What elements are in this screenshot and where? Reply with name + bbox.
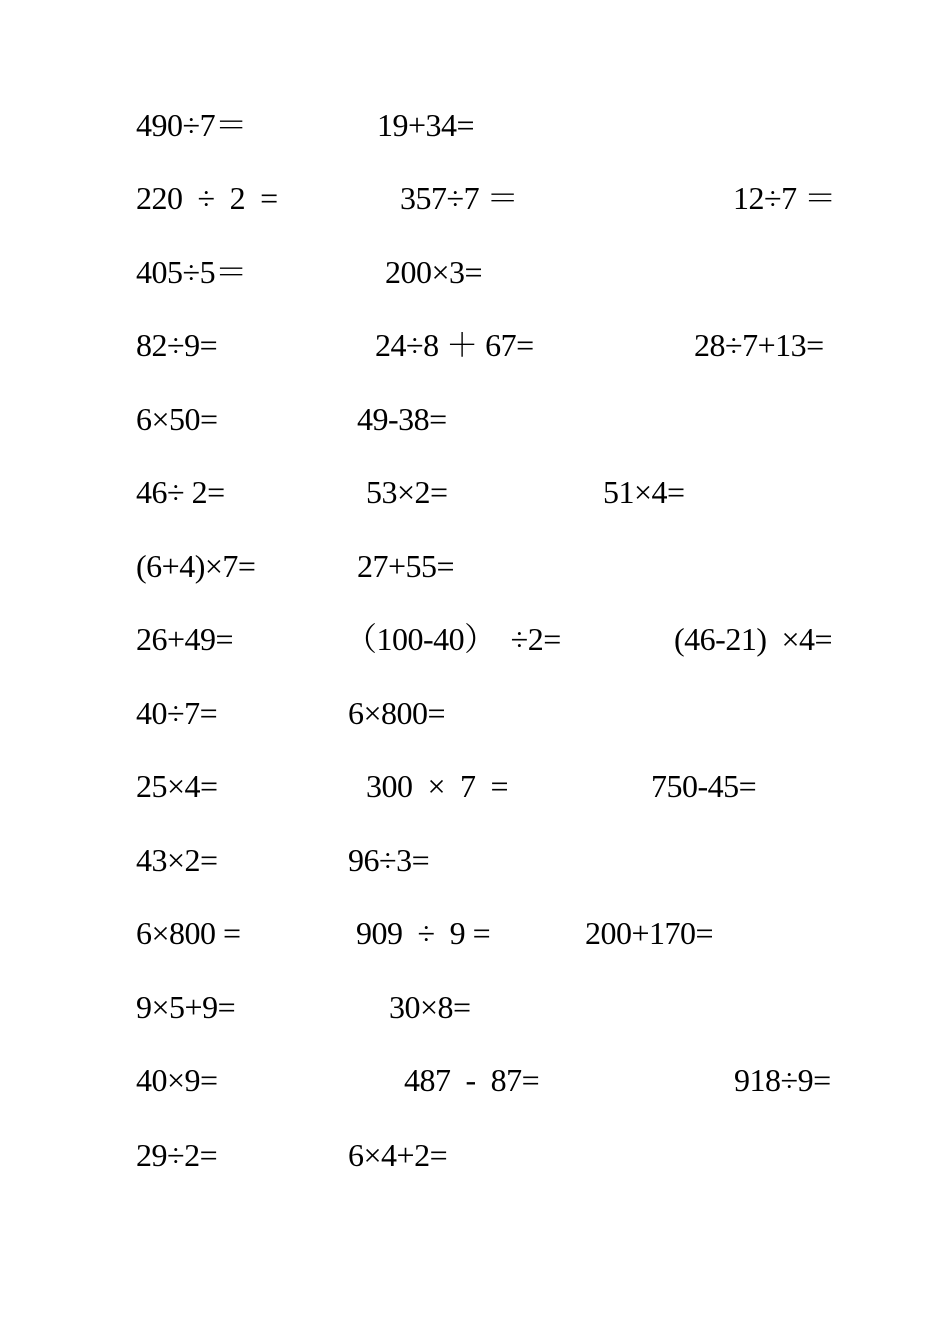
problem-10-1: 25×4= (136, 768, 218, 804)
problem-9-1: 40÷7= (136, 695, 218, 731)
problem-13-1: 9×5+9= (136, 989, 236, 1025)
problem-row-8 (0, 619, 950, 659)
problem-3-1: 405÷5＝ (136, 254, 247, 290)
problem-9-2: 6×800= (348, 695, 446, 731)
problem-row-12 (0, 913, 950, 953)
problem-6-3: 51×4= (603, 474, 685, 510)
problem-12-3: 200+170= (585, 915, 714, 951)
problem-4-3: 28÷7+13= (694, 327, 824, 363)
problem-row-9 (0, 693, 950, 733)
problem-row-10 (0, 766, 950, 806)
problem-2-2: 357÷7 ＝ (400, 180, 519, 216)
problem-row-15 (0, 1135, 950, 1175)
problem-10-3: 750-45= (651, 768, 757, 804)
problem-row-6 (0, 472, 950, 512)
problem-3-2: 200×3= (385, 254, 483, 290)
problem-row-2 (0, 178, 950, 218)
problem-6-1: 46÷ 2= (136, 474, 225, 510)
problem-8-3: (46-21) ×4= (674, 621, 833, 657)
problem-row-11 (0, 840, 950, 880)
problem-row-3 (0, 252, 950, 292)
problem-13-2: 30×8= (389, 989, 471, 1025)
problem-2-1: 220 ÷ 2 = (136, 180, 278, 216)
problem-15-2: 6×4+2= (348, 1137, 448, 1173)
problem-row-13 (0, 987, 950, 1027)
problem-8-2: （100-40） ÷2= (345, 621, 561, 657)
problem-7-2: 27+55= (357, 548, 455, 584)
problem-row-14 (0, 1060, 950, 1100)
problem-2-3: 12÷7 ＝ (733, 180, 836, 216)
problem-11-2: 96÷3= (348, 842, 430, 878)
problem-row-4 (0, 325, 950, 365)
problem-14-2: 487 - 87= (404, 1062, 540, 1098)
problem-5-1: 6×50= (136, 401, 218, 437)
problem-row-5 (0, 399, 950, 439)
problem-row-1 (0, 105, 950, 145)
problem-1-1: 490÷7＝ (136, 107, 247, 143)
problem-8-1: 26+49= (136, 621, 234, 657)
problem-1-2: 19+34= (377, 107, 475, 143)
problem-row-7 (0, 546, 950, 586)
problem-11-1: 43×2= (136, 842, 218, 878)
problem-12-1: 6×800 = (136, 915, 241, 951)
problem-15-1: 29÷2= (136, 1137, 218, 1173)
problem-5-2: 49-38= (357, 401, 447, 437)
problem-4-2: 24÷8 ＋ 67= (375, 327, 534, 363)
problem-7-1: (6+4)×7= (136, 548, 256, 584)
problem-14-3: 918÷9= (734, 1062, 831, 1098)
problem-6-2: 53×2= (366, 474, 448, 510)
problem-14-1: 40×9= (136, 1062, 218, 1098)
problem-4-1: 82÷9= (136, 327, 218, 363)
problem-10-2: 300 × 7 = (366, 768, 509, 804)
problem-12-2: 909 ÷ 9 = (356, 915, 491, 951)
